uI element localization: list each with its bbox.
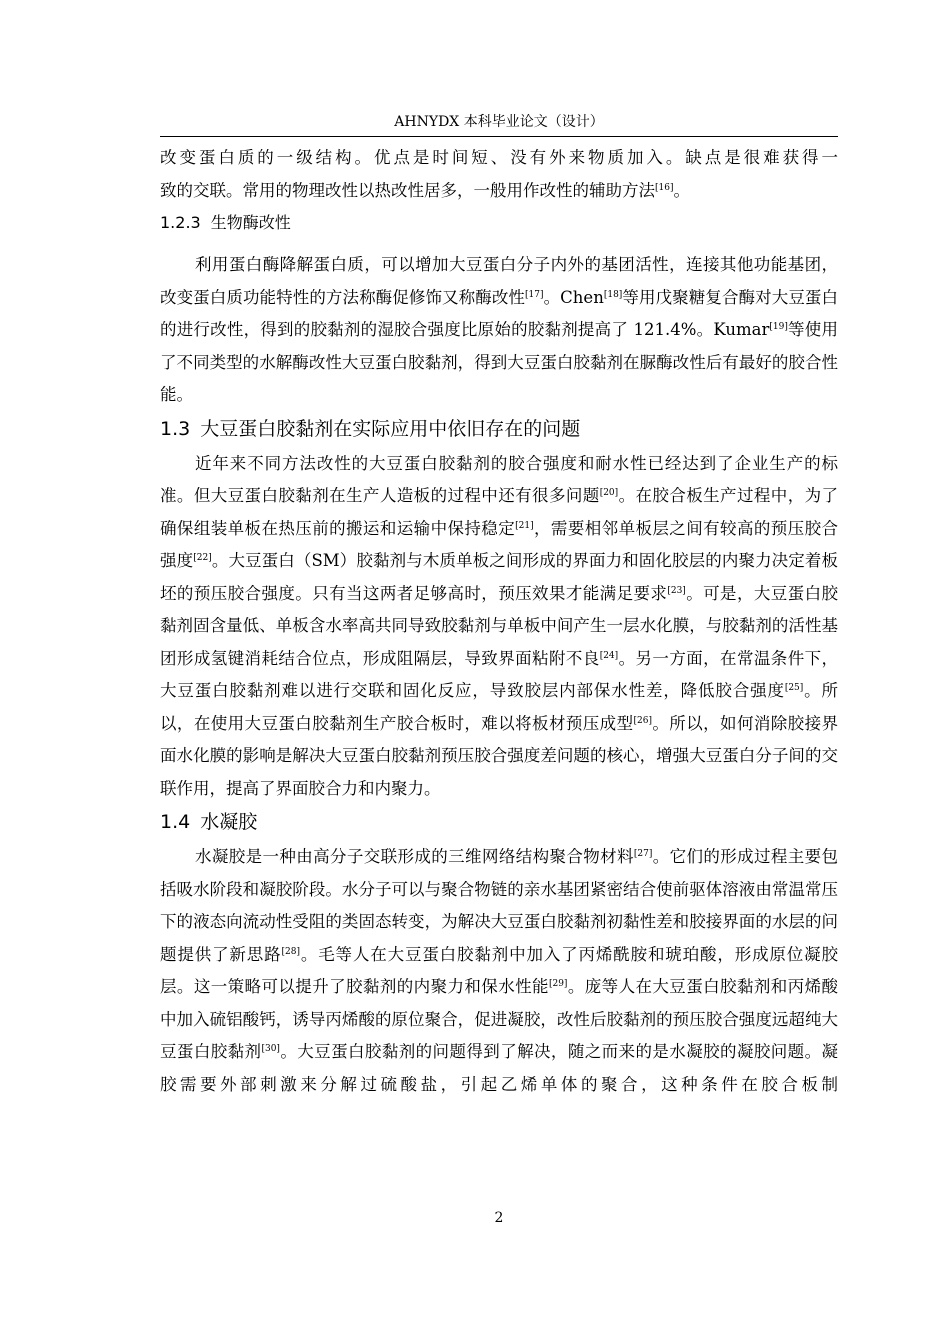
citation: [30]: [261, 1044, 280, 1054]
citation: [26]: [633, 715, 652, 726]
paragraph-continued-end: 致的交联。常用的物理改性以热改性居多，一般用作改性的辅助方法[16]。: [160, 180, 690, 200]
header-rule: [160, 136, 838, 137]
citation: [17]: [525, 289, 544, 300]
citation: [18]: [603, 289, 623, 300]
page-body: [160, 142, 838, 1101]
section-heading-1-3: 1.3 大豆蛋白胶黏剂在实际应用中依旧存在的问题: [160, 417, 581, 440]
citation: [24]: [599, 650, 619, 661]
citation: [20]: [599, 488, 619, 498]
section-heading-1-2-3: 1.2.3 生物酶改性: [160, 213, 291, 232]
citation: [27]: [633, 849, 653, 859]
paragraph-continued: 改变蛋白质的一级结构。优点是时间短、没有外来物质加入。缺点是很难获得一: [160, 148, 838, 167]
paragraph-problems: 近年来不同方法改性的大豆蛋白胶黏剂的胶合强度和耐水性已经达到了企业生产的标准。但大豆蛋白胶黏剂在生产人造板的过程中还有很多问题[20]。在胶合板生产过程中，为了确保组装单板在热压前的搬运和运输中保持稳定[21]，需要相邻单板层之间有较高的预压胶合强度[22]。大豆蛋白（SM）胶黏剂与木质单板之间形成的界面力和固化胶层的内聚力决定着板坯的预压胶合强度。只有当这两者足够高时，预压效果才能满足要求[23]。可是，大豆蛋白胶黏剂固含量低、单板含水率高共同导致胶黏剂与单板中间产生一层水化膜，与胶黏剂的活性基团形成氢键消耗结合位点，形成阻隔层，导致界面粘附不良[24]。另一方面，在常温条件下，大豆蛋白胶黏剂难以进行交联和固化反应，导致胶层内部保水性差，降低胶合强度[25]。所以，在使用大豆蛋白胶黏剂生产胶合板时，难以将板材预压成型[26]。所以，如何消除胶接界面水化膜的影响是解决大豆蛋白胶黏剂预压胶合强度差问题的核心，增强大豆蛋白分子间的交联作用，提高了界面胶合力和内聚力。: [160, 453, 839, 798]
paragraph-hydrogel: 水凝胶是一种由高分子交联形成的三维网络结构聚合物材料[27]。它们的形成过程主要包括吸水阶段和凝胶阶段。水分子可以与聚合物链的亲水基团紧密结合使前驱体溶液由常温常压下的液态向流动性受阻的类固态转变，为解决大豆蛋白胶黏剂初黏性差和胶接界面的水层的问题提供了新思路[28]。毛等人在大豆蛋白胶黏剂中加入了丙烯酰胺和琥珀酸，形成原位凝胶层。这一策略可以提升了胶黏剂的内聚力和保水性能[29]。庞等人在大豆蛋白胶黏剂和丙烯酸中加入硫铝酸钙，诱导丙烯酸的原位聚合，促进凝胶，改性后胶黏剂的预压胶合强度远超纯大豆蛋白胶黏剂[30]。大豆蛋白胶黏剂的问题得到了解决，随之而来的是水凝胶的凝胶问题。凝胶需要外部刺激来分解过硫酸盐，引起乙烯单体的聚合，这种条件在胶合板制: [160, 847, 839, 1094]
citation: [23]: [667, 585, 686, 596]
citation: [25]: [784, 683, 804, 693]
page-number: 2: [494, 1210, 504, 1226]
citation: [28]: [281, 946, 300, 957]
citation: [16]: [655, 182, 674, 193]
running-header: AHNYDX 本科毕业论文（设计）: [394, 114, 604, 130]
citation: [19]: [769, 322, 788, 332]
paragraph-enzyme: 利用蛋白酶降解蛋白质，可以增加大豆蛋白分子内外的基团活性，连接其他功能基团，改变蛋白质功能特性的方法称酶促修饰又称酶改性[17]。Chen[18]等用戊聚糖复合酶对大豆蛋白的进行改性，得到的胶黏剂的湿胶合强度比原始的胶黏剂提高了 121.4%。Kumar[19]等使用了不同类型的水解酶改性大豆蛋白胶黏剂，得到大豆蛋白胶黏剂在脲酶改性后有最好的胶合性能。: [160, 255, 838, 404]
citation: [29]: [548, 979, 568, 989]
citation: [21]: [515, 520, 534, 531]
citation: [22]: [193, 553, 212, 563]
section-heading-1-4: 1.4 水凝胶: [160, 811, 258, 833]
